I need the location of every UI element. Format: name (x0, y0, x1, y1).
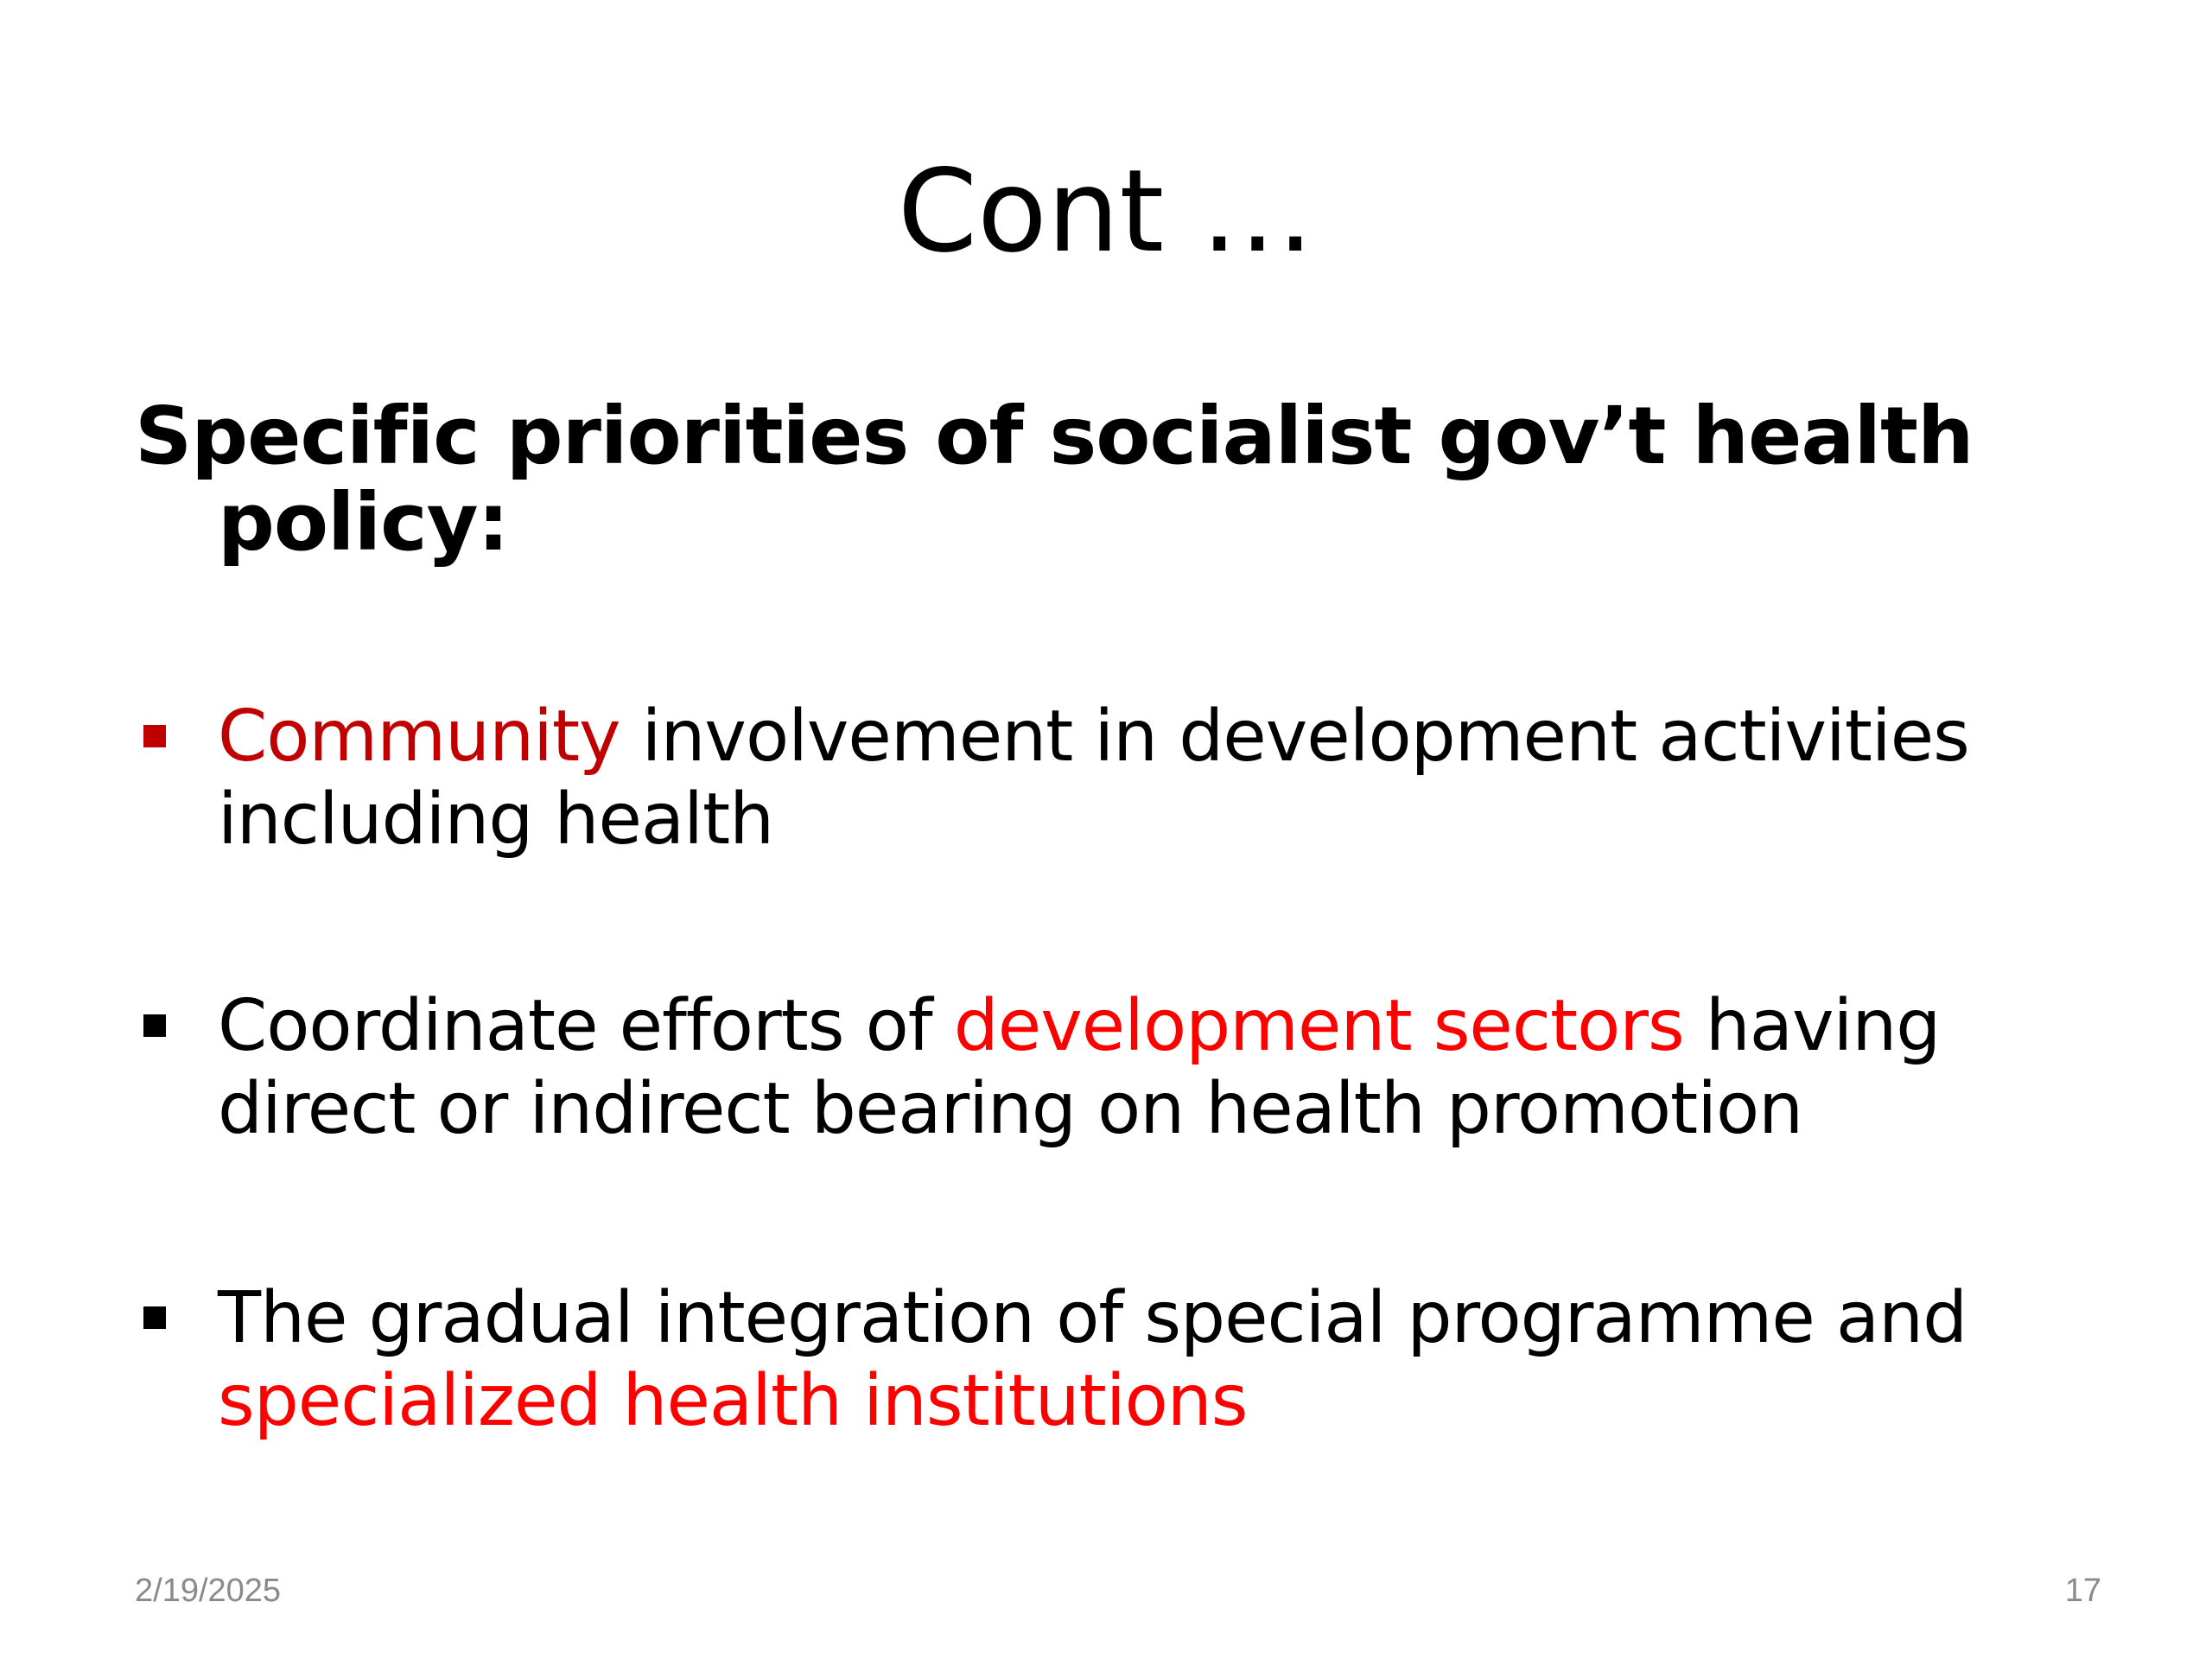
bullet-2-text-line-2: direct or indirect bearing on health promotion (218, 1068, 1803, 1150)
square-bullet-icon (143, 1306, 166, 1329)
bullet-2-text: Coordinate efforts of (218, 985, 954, 1067)
bullet-2-text-end: having (1683, 985, 1941, 1067)
bullet-1-text: involvement in development activities (620, 696, 1969, 778)
bullet-3-highlight: specialized health institutions (218, 1360, 1248, 1442)
bullet-1-highlight: Community (218, 696, 620, 778)
bullet-item-coordinate (218, 985, 2015, 1151)
bullet-3-text: The gradual integration of special programme and (218, 1277, 1967, 1359)
square-bullet-icon (143, 725, 166, 747)
footer-date: 2/19/2025 (135, 1573, 282, 1609)
bullet-2-highlight: development sectors (953, 985, 1684, 1067)
bullet-1-text-line-2: including health (218, 779, 774, 861)
bullet-item-integration (218, 1277, 2015, 1443)
heading-line-2: policy: (218, 476, 509, 569)
square-bullet-icon (143, 1014, 166, 1037)
bullet-item-community (218, 696, 2015, 861)
heading-line-1: Specific priorities of socialist gov’t health (135, 390, 1974, 482)
section-heading (135, 390, 1993, 569)
slide-title: Cont … (897, 145, 1315, 278)
footer-page-number: 17 (2064, 1573, 2101, 1609)
